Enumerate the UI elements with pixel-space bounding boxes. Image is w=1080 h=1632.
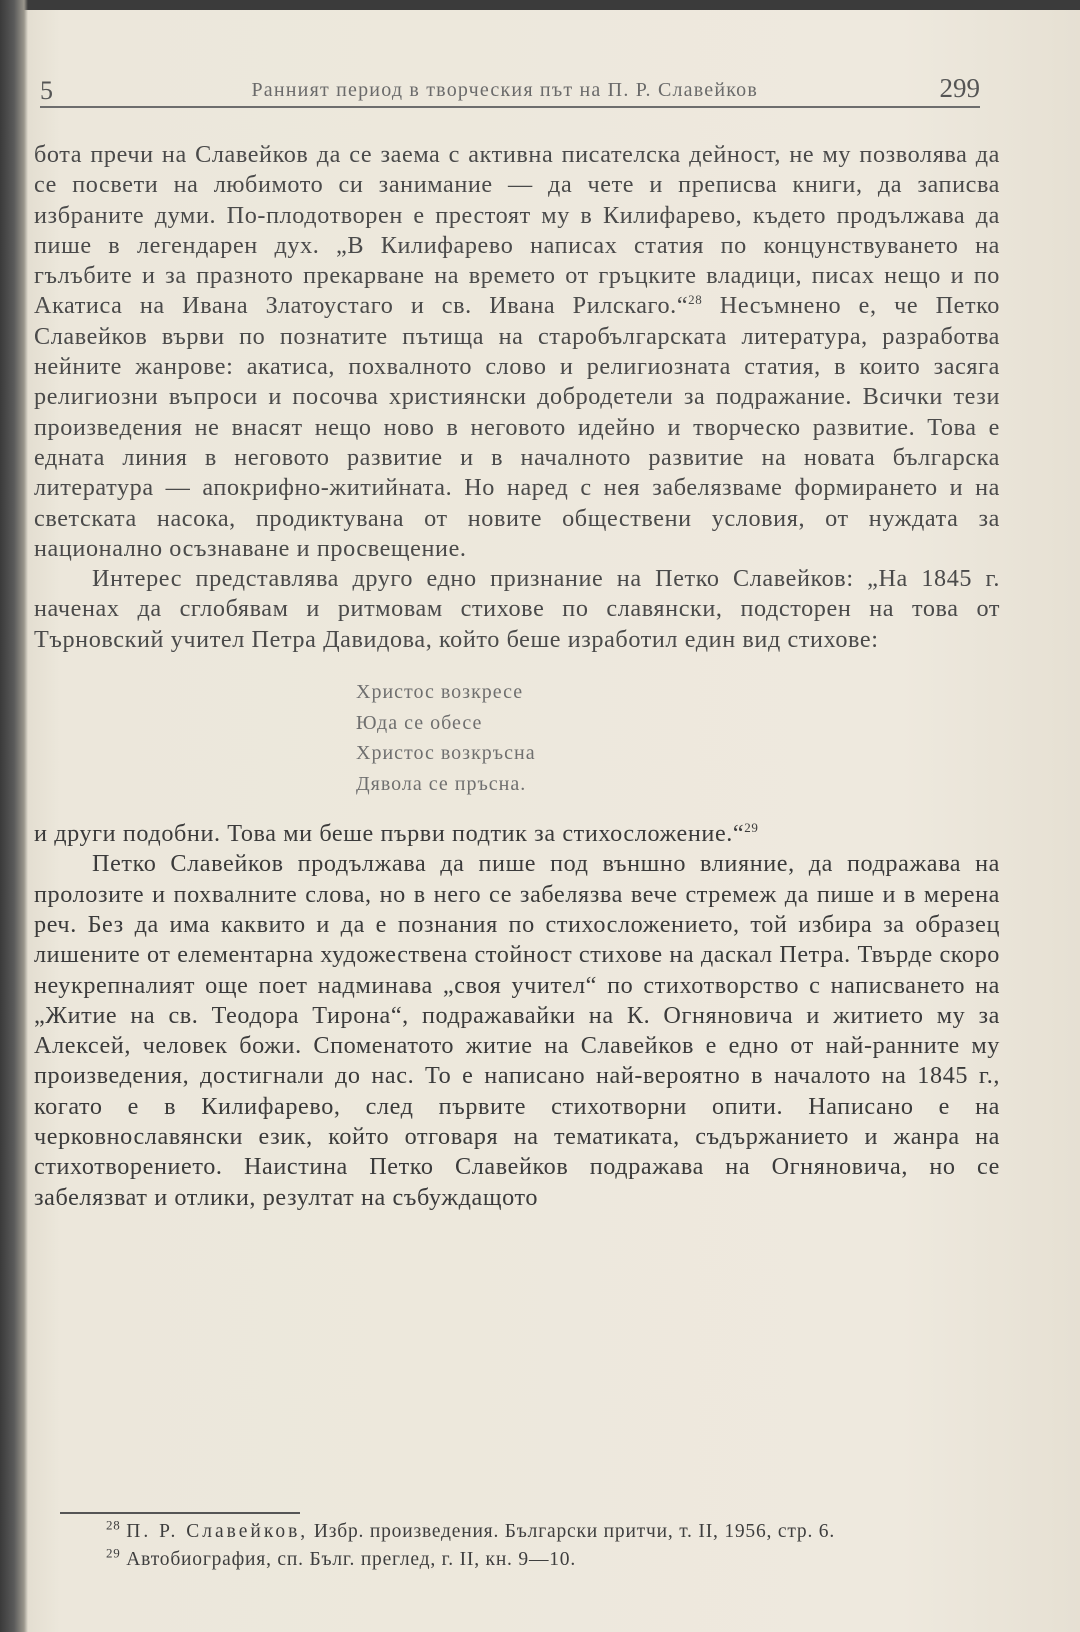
main-text — [34, 140, 1000, 1213]
verse-line: Христос возкресе — [356, 681, 524, 704]
footnote-28: $^{28}$ П. Р. Славейков, Избр. произведения. Български притчи, т. II, 1956, стр. 6. — [106, 1517, 836, 1542]
footnote-divider — [60, 1512, 300, 1514]
verse-line: Дявола се пръсна. — [356, 772, 527, 795]
running-header — [40, 66, 980, 108]
page-top-edge — [0, 0, 1080, 10]
paragraph-4: Петко Славейков продължава да пише под външно влияние, да подражава на пролозите и похвалните слова, но в него се забелязва вече стремеж да пише и в мерена реч. Без да има каквито и да е познания по стихосложението, той избира за образец лишените от елементарна художествена стойност стихове на даскал Петра. Твърде скоро неукрепналият още поет надминава „своя учител“ по стихотворство с написването на „Житие на св. Теодора Тирона“, подражавайки на К. Огняновича и житието му за Алексей, человек божи. Споменатото житие на Славейков е едно от най-ранните му произведения, достигнали до нас. То е написано най-вероятно в началото на 1845 г., когато е в Килифарево, след първите стихотворни опити. Написано е на черковнославянски език, който отговаря на тематиката, съдържанието и жанра на стихотворението. Наистина Петко Славейков подражава на Огняновича, но се забелязват и отлики, резултат на събуждащото — [34, 850, 1000, 1211]
running-title: Ранният период в творческия път на П. Р. Славейков — [251, 79, 759, 101]
footnote-29: $^{29}$ Автобиография, сп. Бълг. преглед, г. II, кн. 9—10. — [106, 1545, 577, 1570]
footnote-ref-28[interactable]: 28 — [688, 292, 703, 308]
footnotes — [50, 1518, 1000, 1574]
verse-line: Юда се обесе — [356, 711, 483, 734]
page-number: 299 — [939, 73, 980, 103]
paragraph-3: и други подобни. Това ми беше първи подтик за стихосложение.“$^{29}$ — [34, 819, 759, 848]
footnote-ref-29[interactable]: 29 — [744, 819, 759, 835]
margin-number: 5 — [40, 76, 53, 105]
verse-line: Христос возкръсна — [356, 742, 536, 765]
paragraph-2: Интерес представлява друго едно признание на Петко Славейков: „На 1845 г. наченах да сглобявам и ритмовам стихове по славянски, подсторен на това от Търновский учител Петра Давидова, който беше изработил един вид стихове: — [34, 565, 1000, 653]
paragraph-1: бота пречи на Славейков да се заема с активна писателска дейност, не му позволява да се посвети на любимото си занимание — да чете и преписва книги, да записва избраните думи. По-плодотворен е престоят му в Килифарево, където продължава да пише в легендарен дух. „В Килифарево написах статия по концунствуването на гълъбите и за празното прекарване на времето от гръцките владици, писах нещо и по Акатиса на Ивана Златоустаго и св. Ивана Рилскаго.“$^{28}$ Несъмнено е, че Петко Славейков върви по познатите пътища на старобългарската литература, разработва нейните жанрове: акатиса, похвалното слово и религиозната статия, в които засяга религиозни въпроси и посочва християнски добродетели за подражание. Всички тези произведения не внасят нещо ново в неговото идейно и творческо развитие. Това е едната линия в неговото развитие и в началното развитие на новата българска литература — апокрифно-житийната. Но наред с нея забелязваме формирането и на светската насока, продиктувана от новите обществени условия, от нуждата за национално осъзнаване и просвещение. — [34, 141, 1000, 562]
verse-quote — [34, 677, 1000, 799]
book-spine-shadow — [0, 0, 28, 1632]
